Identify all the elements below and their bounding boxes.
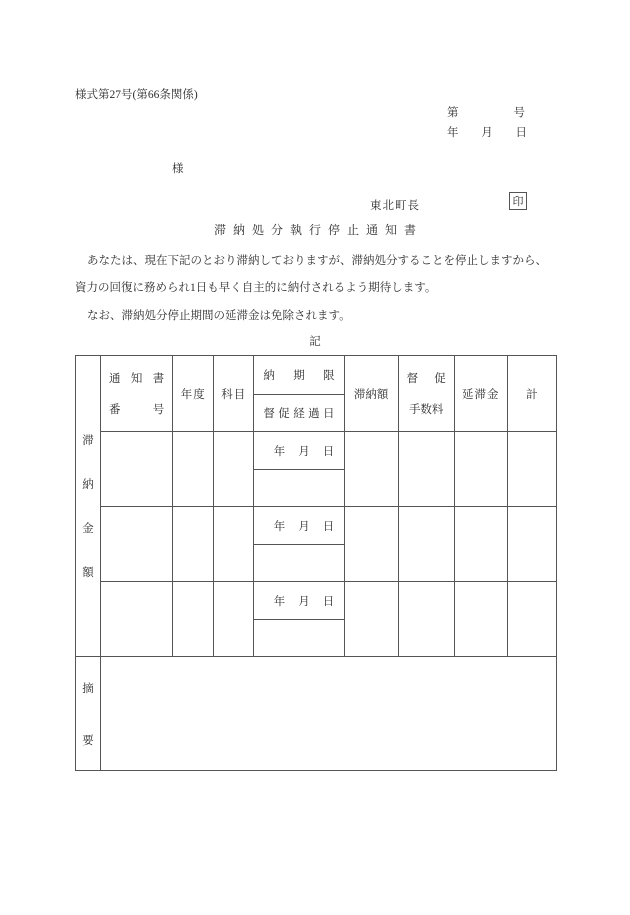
cell-subject-row3 (214, 582, 254, 657)
document-number-line (447, 104, 525, 120)
sender-title: 東北町長 (370, 200, 420, 212)
date-year-label: 年 (447, 127, 459, 139)
cell-reminder-fee-row2 (398, 507, 454, 582)
cell-summary (101, 657, 557, 771)
header-subject: 科目 (214, 356, 254, 432)
cell-late-fee-row1 (454, 432, 507, 507)
cell-due-date-row1: 年 月 日 (254, 432, 344, 470)
cell-arrears-amount-row2 (344, 507, 398, 582)
cell-fiscal-year-row3 (173, 582, 214, 657)
date-day-label: 日 (515, 127, 527, 139)
seal-placeholder (509, 192, 527, 210)
cell-notice-number-row3 (101, 582, 173, 657)
summary-label: 摘 要 (76, 657, 101, 771)
cell-due-date-row2: 年 月 日 (254, 507, 344, 545)
date-line (447, 124, 527, 140)
header-total: 計 (507, 356, 556, 432)
header-arrears-amount: 滞納額 (344, 356, 398, 432)
addressee-honorific: 様 (172, 163, 184, 175)
cell-reminder-elapsed-row1 (254, 470, 344, 507)
body-paragraph2: なお、滞納処分停止期間の延滞金は免除されます。 (87, 310, 351, 322)
row-group-label-arrears-amounts: 滞 納 金 額 (76, 356, 101, 657)
cell-total-row2 (507, 507, 556, 582)
date-month-label: 月 (481, 127, 493, 139)
cell-reminder-elapsed-row2 (254, 545, 344, 582)
cell-late-fee-row3 (454, 582, 507, 657)
arrears-table (75, 355, 557, 771)
record-marker: 記 (309, 336, 321, 348)
header-reminder-fee: 督 促 手数料 (398, 356, 454, 432)
cell-reminder-fee-row1 (398, 432, 454, 507)
doc-number-prefix: 第 (447, 107, 459, 119)
seal-label: 印 (512, 196, 524, 208)
cell-late-fee-row2 (454, 507, 507, 582)
doc-number-suffix: 号 (513, 107, 525, 119)
body-paragraph1-line1: あなたは、現在下記のとおり滞納しておりますが、滞納処分することを停止しますから、 (87, 255, 547, 267)
header-notice-number: 通 知 書 番 号 (101, 356, 173, 432)
cell-notice-number-row2 (101, 507, 173, 582)
cell-reminder-elapsed-row3 (254, 620, 344, 657)
cell-fiscal-year-row1 (173, 432, 214, 507)
cell-reminder-fee-row3 (398, 582, 454, 657)
cell-total-row3 (507, 582, 556, 657)
page-title: 滞納処分執行停止通知書 (213, 223, 423, 237)
header-due-date: 納 期 限 (254, 356, 344, 395)
cell-fiscal-year-row2 (173, 507, 214, 582)
cell-notice-number-row1 (101, 432, 173, 507)
cell-subject-row2 (214, 507, 254, 582)
cell-total-row1 (507, 432, 556, 507)
header-fiscal-year: 年度 (173, 356, 214, 432)
body-paragraph1-line2: 資力の回復に務められ1日も早く自主的に納付されるよう期待します。 (75, 282, 437, 294)
cell-arrears-amount-row3 (344, 582, 398, 657)
cell-arrears-amount-row1 (344, 432, 398, 507)
header-late-fee: 延滞金 (454, 356, 507, 432)
form-number: 様式第27号(第66条関係) (75, 89, 198, 101)
cell-due-date-row3: 年 月 日 (254, 582, 344, 620)
cell-subject-row1 (214, 432, 254, 507)
header-reminder-elapsed: 督 促 経 過 日 (254, 394, 344, 432)
